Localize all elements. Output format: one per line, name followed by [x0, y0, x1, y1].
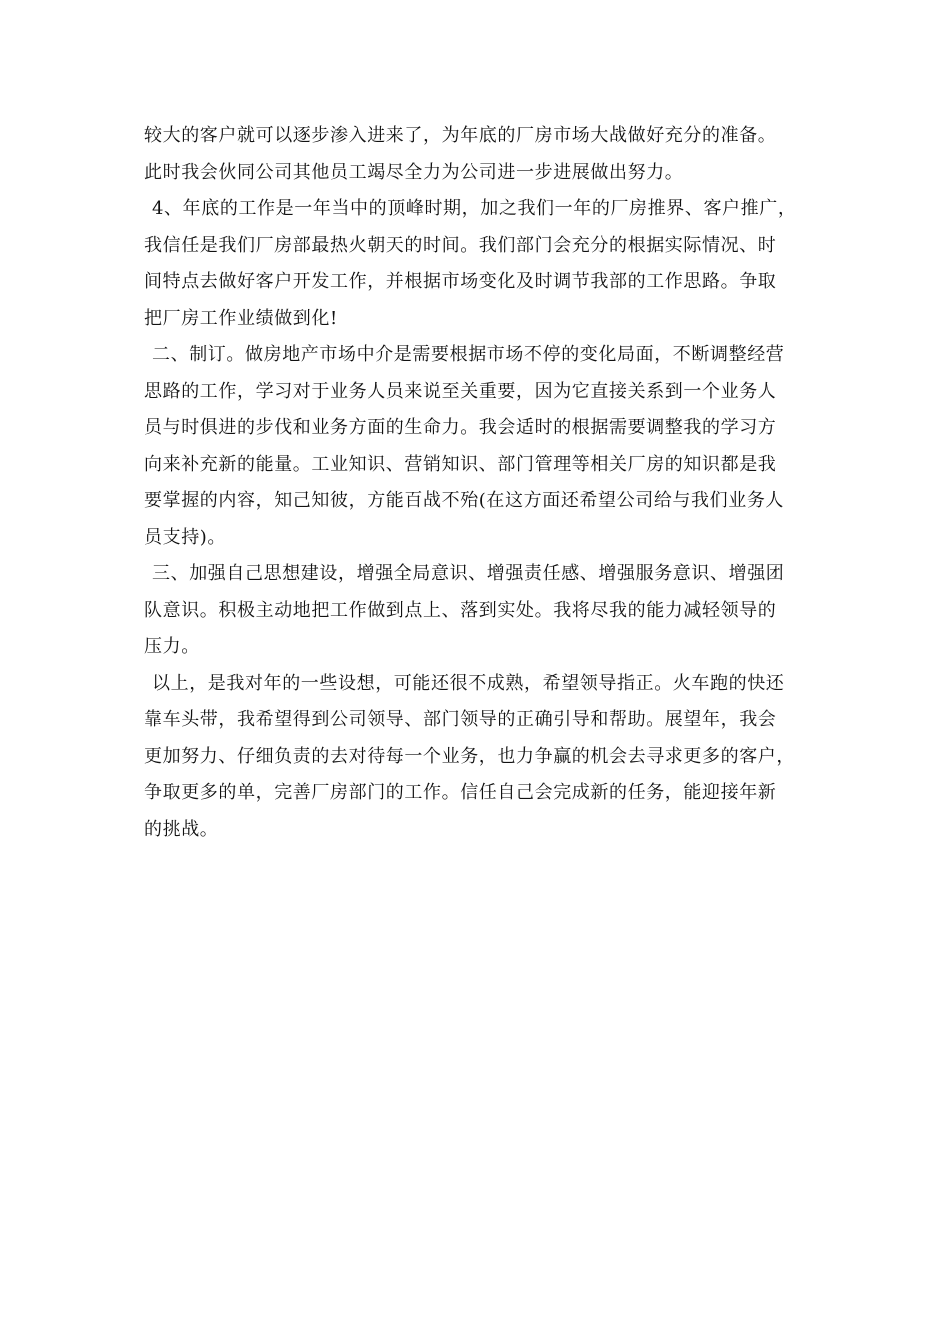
text-line: 队意识。积极主动地把工作做到点上、落到实处。我将尽我的能力减轻领导的 [144, 599, 777, 621]
text-line: 我信任是我们厂房部最热火朝天的时间。我们部门会充分的根据实际情况、时 [144, 234, 777, 256]
text-line: 要掌握的内容，知己知彼，方能百战不殆(在这方面还希望公司给与我们业务人 [144, 490, 785, 511]
text-line: 三、加强自己思想建设，增强全局意识、增强责任感、增强服务意识、增强团 [152, 563, 785, 584]
text-line: 把厂房工作业绩做到化! [144, 307, 338, 329]
text-line: 以上，是我对年的一些设想，可能还很不成熟，希望领导指正。火车跑的快还 [152, 672, 785, 694]
text-line: 思路的工作，学习对于业务人员来说至关重要，因为它直接关系到一个业务人 [144, 380, 777, 402]
text-line: 4、年底的工作是一年当中的顶峰时期，加之我们一年的厂房推界、客户推广， [152, 198, 797, 219]
text-line: 较大的客户就可以逐步渗入进来了，为年底的厂房市场大战做好充分的准备。 [144, 125, 777, 146]
document-body [144, 118, 809, 848]
text-line: 二、制订。做房地产市场中介是需要根据市场不停的变化局面，不断调整经营 [152, 344, 785, 365]
text-line: 间特点去做好客户开发工作，并根据市场变化及时调节我部的工作思路。争取 [144, 271, 777, 292]
text-line: 员支持)。 [144, 526, 227, 548]
text-line: 更加努力、仔细负责的去对待每一个业务，也力争赢的机会去寻求更多的客户， [144, 745, 795, 767]
text-line: 此时我会伙同公司其他员工竭尽全力为公司进一步进展做出努力。 [144, 161, 684, 183]
text-line: 向来补充新的能量。工业知识、营销知识、部门管理等相关厂房的知识都是我 [144, 453, 777, 475]
text-line: 靠车头带，我希望得到公司领导、部门领导的正确引导和帮助。展望年，我会 [144, 709, 777, 730]
text-line: 争取更多的单，完善厂房部门的工作。信任自己会完成新的任务，能迎接年新 [144, 782, 777, 803]
text-line: 的挑战。 [144, 818, 219, 840]
text-line: 压力。 [144, 636, 200, 657]
text-line: 员与时俱进的步伐和业务方面的生命力。我会适时的根据需要调整我的学习方 [144, 417, 777, 438]
